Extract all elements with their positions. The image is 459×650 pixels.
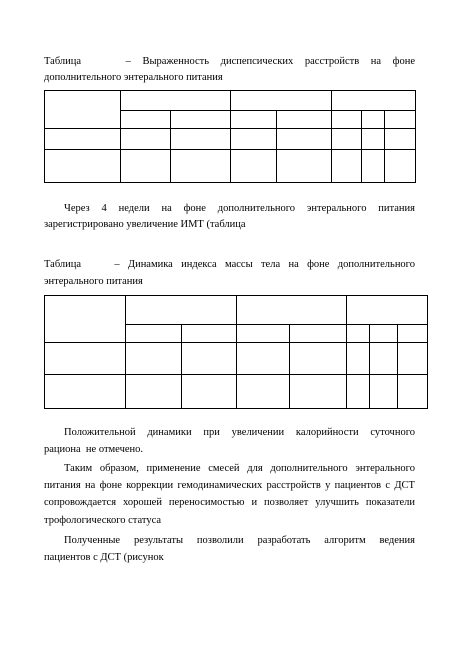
table-row — [45, 375, 428, 409]
paragraph-word: питания — [378, 203, 415, 214]
paragraph-word: увеличении — [231, 427, 285, 438]
paragraph-word: Через — [64, 203, 90, 214]
paragraph-word: питания — [44, 480, 81, 491]
table-cell — [237, 343, 290, 375]
table-cell — [332, 111, 362, 129]
paragraph-word: на — [161, 203, 172, 214]
table-cell — [370, 375, 398, 409]
paragraph-word: позволяет — [264, 497, 309, 508]
caption-word: на — [370, 56, 382, 67]
paragraph-word: с — [385, 480, 391, 491]
paragraph-word: при — [203, 427, 220, 438]
table-cell — [347, 343, 370, 375]
table-cell — [398, 375, 428, 409]
table-cell — [290, 325, 347, 343]
table-cell — [171, 129, 231, 150]
paragraph-word: Положительной — [64, 427, 136, 438]
caption-word: индекса — [181, 259, 217, 270]
paragraph-word: гемодинамических — [177, 480, 263, 491]
paragraph-word: Полученные — [64, 535, 121, 546]
paragraph3-line1 — [64, 462, 415, 475]
table-row — [45, 129, 416, 150]
paragraph-word: для — [247, 463, 263, 474]
table-cell — [231, 111, 277, 129]
table-cell — [231, 91, 332, 111]
table-cell — [121, 111, 171, 129]
caption-word: Динамика — [127, 259, 173, 270]
paragraph4-line2: пациентов с ДСТ (рисунок — [44, 552, 164, 563]
paragraph-word: образом, — [99, 463, 139, 474]
caption-word: Выраженность — [142, 56, 210, 67]
table-cell — [332, 129, 362, 150]
paragraph4-line1 — [64, 534, 415, 547]
paragraph-word: смесей — [208, 463, 240, 474]
table-cell — [182, 343, 237, 375]
table-cell — [121, 91, 231, 111]
table-cell — [231, 150, 277, 183]
paragraph-word: хорошей — [122, 497, 162, 508]
paragraph-word: энтерального — [355, 463, 415, 474]
caption-word: Таблица — [44, 56, 82, 67]
caption-word: массы — [225, 259, 253, 270]
paragraph2-line1 — [64, 426, 415, 439]
table-cell — [362, 111, 385, 129]
caption-word: Таблица — [44, 259, 82, 270]
caption-word: диспепсических — [220, 56, 294, 67]
table-cell — [362, 150, 385, 183]
table-cell — [45, 296, 126, 343]
paragraph-word: пациентов — [334, 480, 382, 491]
paragraph3-line2 — [44, 479, 415, 492]
table-cell — [385, 129, 416, 150]
paragraph-word: динамики — [147, 427, 192, 438]
table-cell — [45, 343, 126, 375]
paragraph-word: дополнительного — [270, 463, 348, 474]
table-row — [45, 91, 416, 111]
paragraph-word: суточного — [370, 427, 415, 438]
caption-word: фоне — [392, 56, 415, 67]
table-cell — [290, 343, 347, 375]
table1-caption-line2: дополнительного энтерального питания — [44, 72, 223, 83]
table-cell — [347, 375, 370, 409]
table-cell — [45, 91, 121, 129]
paragraph-word: ведения — [379, 535, 415, 546]
paragraph-word: расстройств — [266, 480, 321, 491]
table1-caption-line1 — [44, 55, 415, 68]
table-cell — [171, 150, 231, 183]
paragraph3-line3 — [44, 496, 415, 509]
table-cell — [398, 325, 428, 343]
paragraph3-line4: трофологического статуса — [44, 515, 162, 526]
caption-word: фоне — [307, 259, 330, 270]
paragraph-word: 4 — [101, 203, 107, 214]
caption-word: на — [288, 259, 299, 270]
table-1 — [44, 90, 416, 183]
table-cell — [231, 129, 277, 150]
table-cell — [277, 150, 332, 183]
table-cell — [237, 375, 290, 409]
paragraph-word: фоне — [99, 480, 122, 491]
table-cell — [237, 296, 347, 325]
table-cell — [370, 343, 398, 375]
caption-word: тела — [260, 259, 281, 270]
table-row — [45, 296, 428, 325]
caption-word: расстройств — [304, 56, 360, 67]
table-cell — [45, 150, 121, 183]
paragraph-word: показатели — [365, 497, 415, 508]
table-cell — [370, 325, 398, 343]
table-cell — [126, 375, 182, 409]
table-cell — [398, 343, 428, 375]
paragraph-word: коррекции — [126, 480, 174, 491]
paragraph1-line2: зарегистрировано увеличение ИМТ (таблица — [44, 219, 246, 230]
table-cell — [332, 150, 362, 183]
table-cell — [347, 296, 428, 325]
table-cell — [385, 111, 416, 129]
table-cell — [237, 325, 290, 343]
table-row — [45, 343, 428, 375]
table-cell — [45, 129, 121, 150]
table-cell — [45, 375, 126, 409]
table2-caption-line2: энтерального питания — [44, 276, 143, 287]
table2-caption-line1 — [44, 258, 415, 271]
paragraph2-line2: рациона не отмечено. — [44, 444, 144, 455]
paragraph-word: энтерального — [306, 203, 367, 214]
paragraph-word: ДСТ — [394, 480, 415, 491]
paragraph-word: разработать — [257, 535, 311, 546]
table-cell — [362, 129, 385, 150]
paragraph-word: на — [84, 480, 96, 491]
caption-word: – — [114, 259, 120, 270]
table-cell — [121, 129, 171, 150]
table-cell — [121, 150, 171, 183]
table-cell — [332, 91, 416, 111]
paragraph-word: применение — [146, 463, 201, 474]
paragraph-word: позволили — [196, 535, 244, 546]
paragraph-word: и — [251, 497, 258, 508]
paragraph-word: дополнительного — [217, 203, 296, 214]
paragraph-word: переносимостью — [168, 497, 245, 508]
table-row — [45, 150, 416, 183]
table-cell — [277, 111, 332, 129]
table-cell — [126, 325, 182, 343]
table-cell — [171, 111, 231, 129]
paragraph-word: недели — [118, 203, 150, 214]
paragraph-word: улучшить — [315, 497, 359, 508]
caption-word: – — [125, 56, 131, 67]
paragraph-word: калорийности — [295, 427, 359, 438]
table-2 — [44, 295, 428, 409]
paragraph-word: алгоритм — [324, 535, 366, 546]
paragraph-word: сопровождается — [44, 497, 117, 508]
table-cell — [126, 296, 237, 325]
paragraph-word: Таким — [64, 463, 93, 474]
table-cell — [277, 129, 332, 150]
table-cell — [182, 325, 237, 343]
table-cell — [290, 375, 347, 409]
paragraph-word: у — [325, 480, 331, 491]
paragraph-word: фоне — [183, 203, 206, 214]
table-cell — [385, 150, 416, 183]
paragraph-word: результаты — [133, 535, 184, 546]
table-cell — [126, 343, 182, 375]
caption-word: дополнительного — [337, 259, 415, 270]
table-cell — [347, 325, 370, 343]
table-cell — [182, 375, 237, 409]
paragraph1-line1 — [64, 202, 415, 215]
